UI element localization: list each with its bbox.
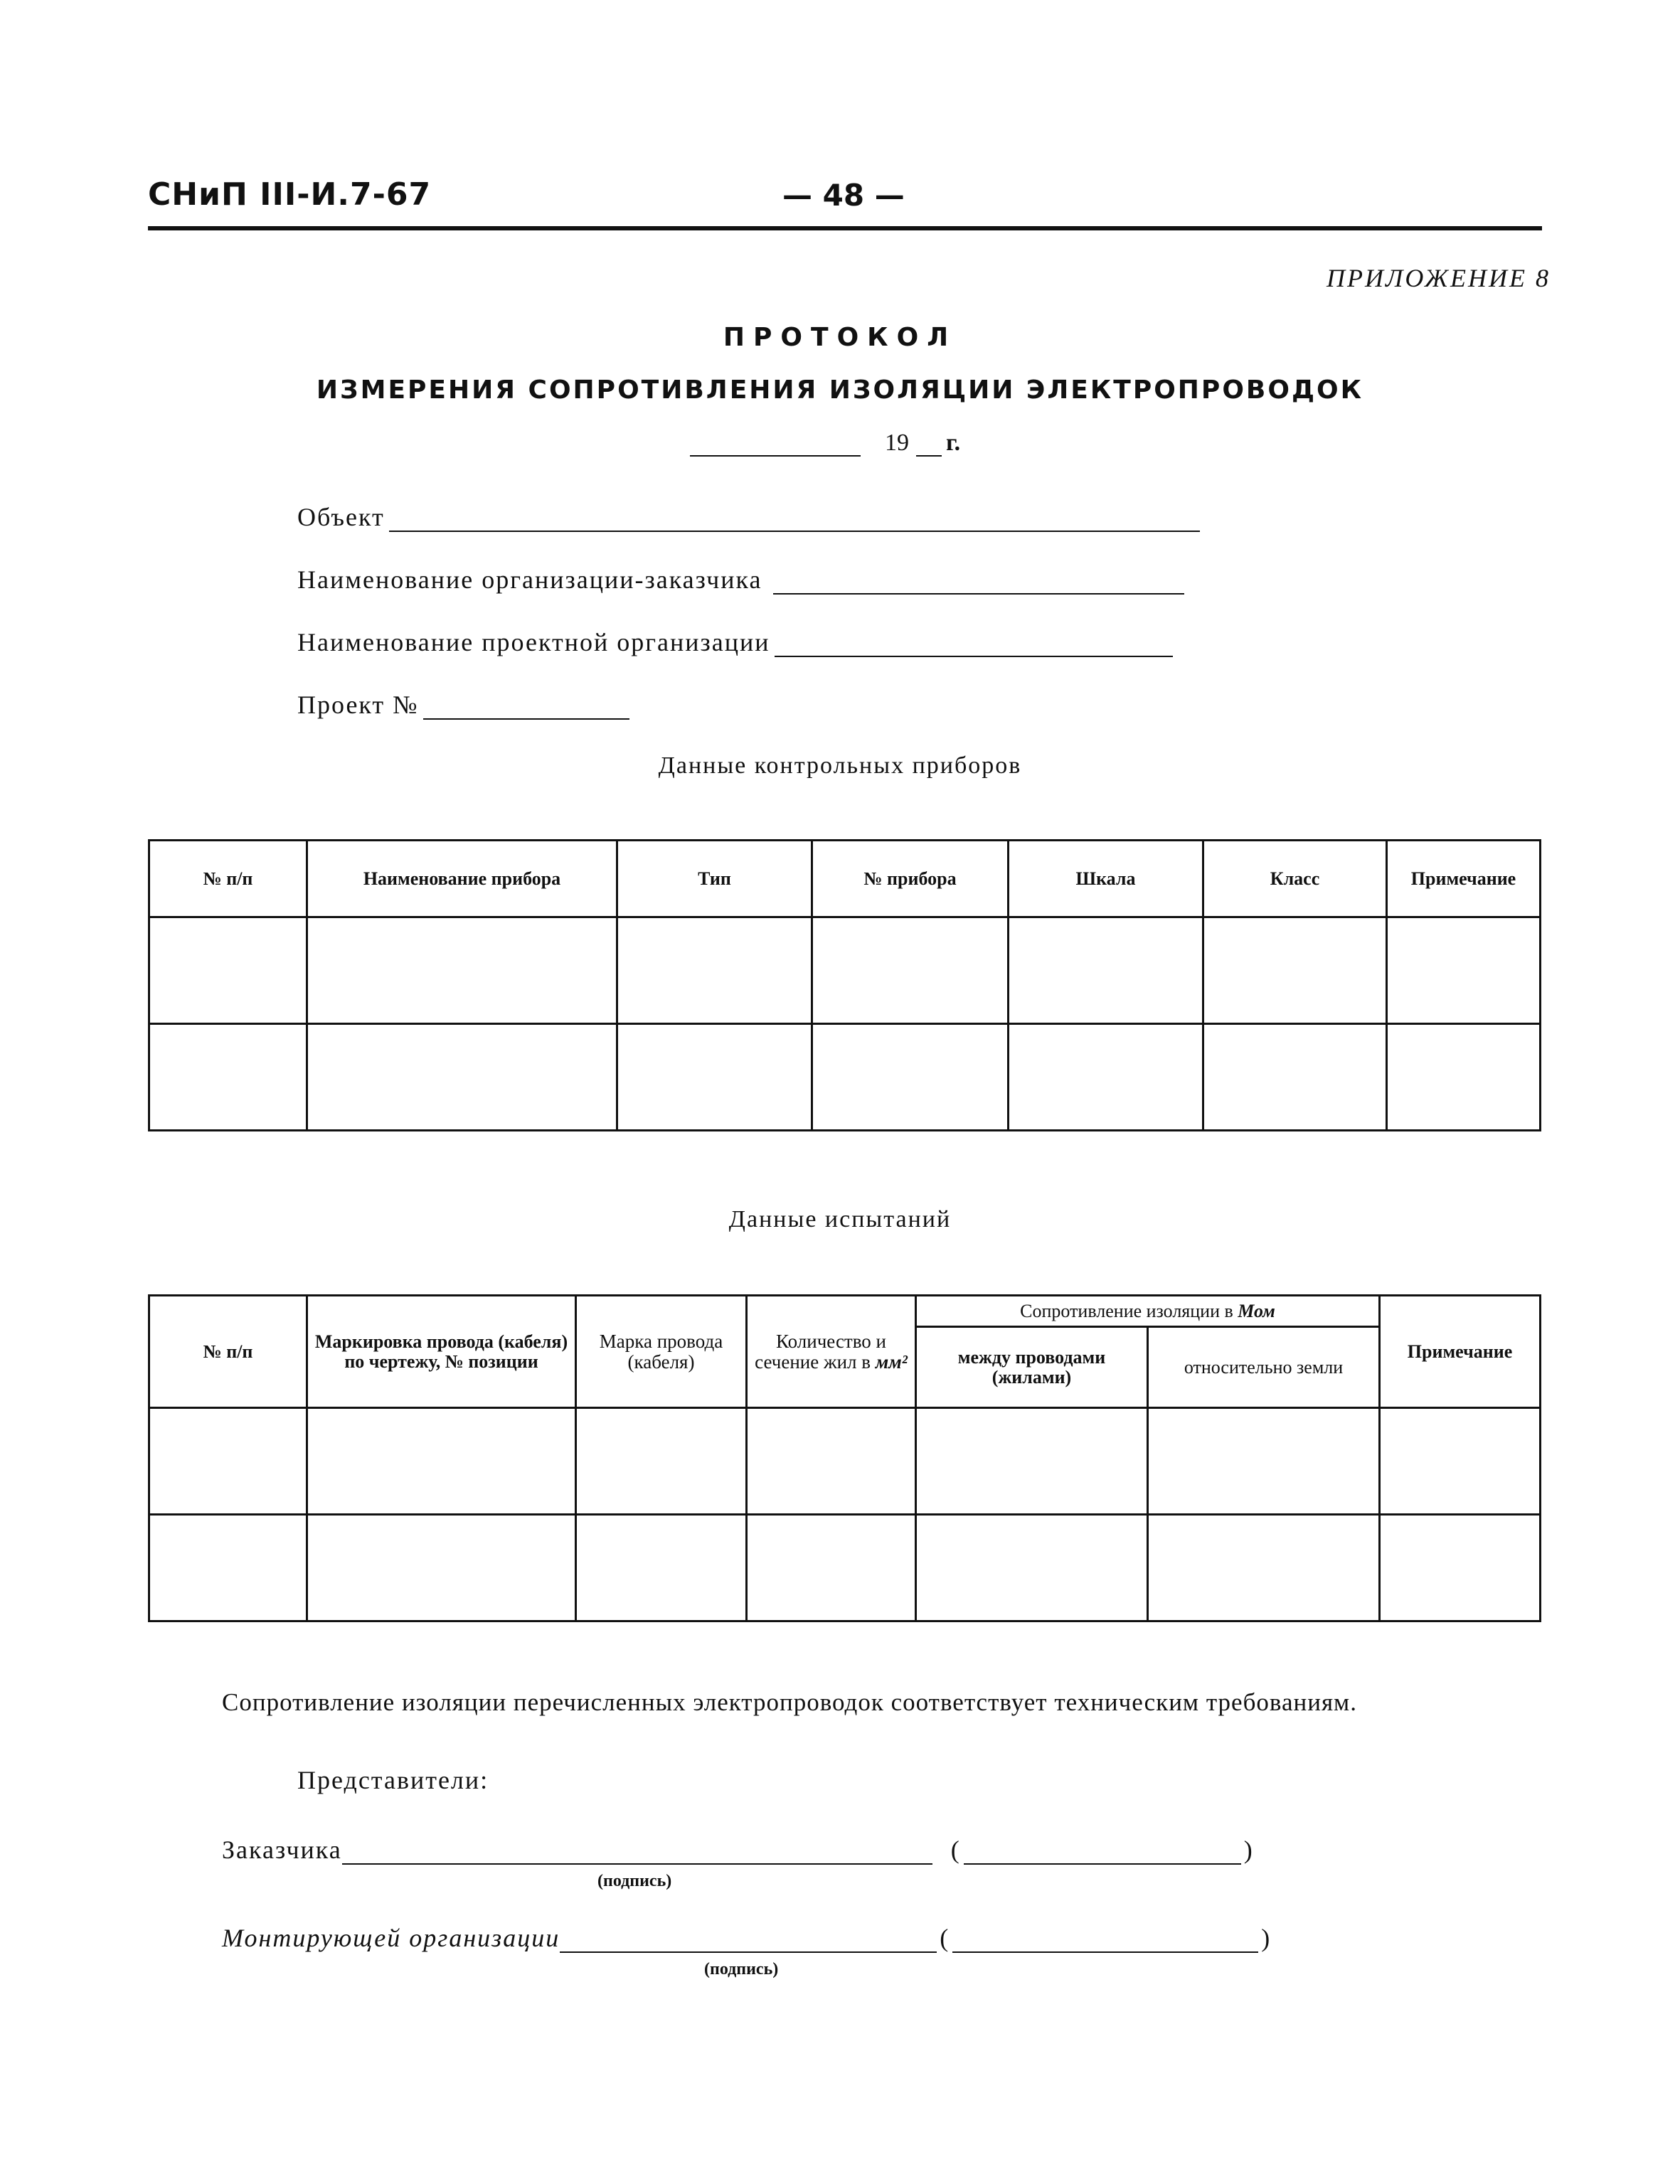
- signature-installer-note: (подпись): [704, 1960, 779, 1978]
- col-header-ground: относительно земли: [1148, 1327, 1380, 1408]
- table-cell[interactable]: [812, 1024, 1009, 1131]
- field-object: [297, 502, 1200, 532]
- signature-customer-note: (подпись): [597, 1872, 672, 1890]
- conclusion-text: Сопротивление изоляции перечисленных электропроводок соответствует техническим требованиям.: [222, 1688, 1357, 1716]
- col-header-marking: Маркировка провода (кабеля) по чертежу, № позиции: [307, 1296, 576, 1408]
- year-blank[interactable]: [916, 434, 942, 457]
- date-year-suffix: г.: [946, 430, 961, 456]
- col-header-note: Примечание: [1380, 1296, 1541, 1408]
- table-row: [149, 1408, 1541, 1515]
- table-cell[interactable]: [576, 1408, 747, 1515]
- field-project-label: Проект №: [297, 691, 419, 719]
- field-design-org: [297, 627, 1173, 657]
- table-cell[interactable]: [149, 1515, 307, 1621]
- table-cell[interactable]: [149, 1408, 307, 1515]
- table-row: [149, 1024, 1541, 1131]
- date-line: [690, 430, 960, 457]
- signature-customer-line[interactable]: [342, 1842, 932, 1865]
- tests-header-row-1: [149, 1296, 1541, 1327]
- table-cell[interactable]: [1148, 1515, 1380, 1621]
- col-header-qty: [747, 1296, 916, 1408]
- representatives-label: Представители:: [297, 1766, 489, 1794]
- field-customer-org-line[interactable]: [773, 572, 1184, 595]
- table-cell[interactable]: [1009, 1024, 1203, 1131]
- signature-installer-label: Монтирующей организации: [222, 1924, 560, 1952]
- date-blank[interactable]: [690, 434, 861, 457]
- col-header-num: № п/п: [149, 841, 307, 917]
- col-header-qty-text: Количество и сечение жил в: [755, 1331, 886, 1373]
- table-cell[interactable]: [617, 917, 812, 1024]
- instruments-header-row: [149, 841, 1541, 917]
- col-header-type: Тип: [617, 841, 812, 917]
- col-header-class: Класс: [1203, 841, 1387, 917]
- table-cell[interactable]: [1387, 917, 1541, 1024]
- table-cell[interactable]: [307, 1024, 617, 1131]
- table-cell[interactable]: [307, 1515, 576, 1621]
- col-header-device-num: № прибора: [812, 841, 1009, 917]
- field-project-line[interactable]: [423, 697, 629, 720]
- col-header-device-name: Наименование прибора: [307, 841, 617, 917]
- table-cell[interactable]: [576, 1515, 747, 1621]
- table-cell[interactable]: [916, 1515, 1148, 1621]
- table-row: [149, 1515, 1541, 1621]
- table-cell[interactable]: [812, 917, 1009, 1024]
- field-object-line[interactable]: [389, 509, 1200, 532]
- table-cell[interactable]: [1380, 1515, 1541, 1621]
- tests-caption: Данные испытаний: [728, 1206, 952, 1232]
- appendix-label: ПРИЛОЖЕНИЕ 8: [1327, 264, 1551, 292]
- table-cell[interactable]: [1203, 1024, 1387, 1131]
- close-paren: ): [1243, 1836, 1254, 1864]
- signature-customer-name-line[interactable]: [964, 1842, 1241, 1865]
- field-design-org-label: Наименование проектной организации: [297, 628, 770, 656]
- table-cell[interactable]: [747, 1515, 916, 1621]
- open-paren: (: [950, 1836, 961, 1864]
- tests-table: [148, 1294, 1541, 1622]
- field-customer-org-label: Наименование организации-заказчика: [297, 565, 762, 594]
- field-project: [297, 690, 629, 720]
- table-cell[interactable]: [149, 1024, 307, 1131]
- table-cell[interactable]: [149, 917, 307, 1024]
- date-year-prefix: 19: [885, 430, 909, 456]
- protocol-subtitle: ИЗМЕРЕНИЯ СОПРОТИВЛЕНИЯ ИЗОЛЯЦИИ ЭЛЕКТРОПРОВОДОК: [316, 375, 1364, 405]
- col-header-resistance: [916, 1296, 1380, 1327]
- signature-installer-name-line[interactable]: [952, 1930, 1258, 1953]
- signature-installer: [222, 1923, 1274, 1953]
- table-cell[interactable]: [1380, 1408, 1541, 1515]
- table-cell[interactable]: [307, 917, 617, 1024]
- col-header-brand: Марка провода (кабеля): [576, 1296, 747, 1408]
- table-cell[interactable]: [747, 1408, 916, 1515]
- table-cell[interactable]: [617, 1024, 812, 1131]
- col-header-resistance-text: Сопротивление изоляции в: [1020, 1300, 1238, 1321]
- protocol-title: ПРОТОКОЛ: [723, 323, 957, 352]
- col-header-qty-unit: мм²: [875, 1351, 908, 1373]
- table-cell[interactable]: [1009, 917, 1203, 1024]
- col-header-scale: Шкала: [1009, 841, 1203, 917]
- col-header-resistance-unit: Мом: [1238, 1300, 1275, 1321]
- table-cell[interactable]: [307, 1408, 576, 1515]
- col-header-between: между проводами (жилами): [916, 1327, 1148, 1408]
- col-header-num: № п/п: [149, 1296, 307, 1408]
- col-header-note: Примечание: [1387, 841, 1541, 917]
- table-cell[interactable]: [1387, 1024, 1541, 1131]
- table-cell[interactable]: [916, 1408, 1148, 1515]
- instruments-table: [148, 839, 1541, 1131]
- instruments-caption: Данные контрольных приборов: [658, 752, 1022, 779]
- open-paren: (: [940, 1924, 950, 1952]
- table-cell[interactable]: [1203, 917, 1387, 1024]
- close-paren: ): [1261, 1924, 1272, 1952]
- header-rule: [148, 226, 1542, 230]
- field-object-label: Объект: [297, 503, 385, 531]
- document-code: СНиП III-И.7-67: [148, 176, 432, 213]
- table-row: [149, 917, 1541, 1024]
- field-customer-org: [297, 565, 1184, 595]
- page-number: — 48 —: [782, 178, 905, 213]
- signature-customer: [222, 1835, 1257, 1865]
- signature-customer-label: Заказчика: [222, 1836, 342, 1864]
- table-cell[interactable]: [1148, 1408, 1380, 1515]
- signature-installer-line[interactable]: [560, 1930, 937, 1953]
- field-design-org-line[interactable]: [775, 634, 1173, 657]
